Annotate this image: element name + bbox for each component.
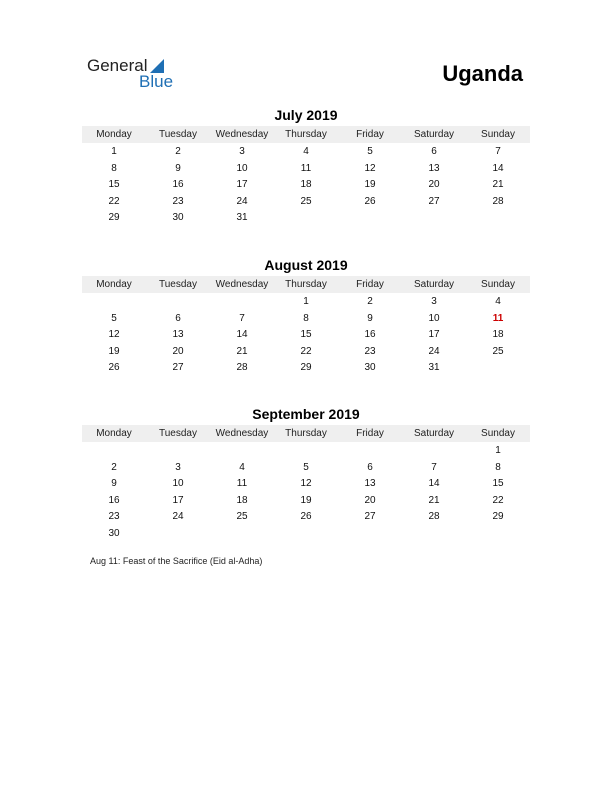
day-cell <box>274 525 338 542</box>
day-cell: 30 <box>364 362 376 374</box>
day-cell: 5 <box>367 146 373 157</box>
day-cell: 18 <box>300 179 312 191</box>
month-title: July 2019 <box>274 107 338 123</box>
day-cell: 24 <box>236 195 248 207</box>
day-cell: 15 <box>492 478 504 490</box>
holiday-day-cell: 11 <box>492 312 504 324</box>
day-cell: 28 <box>236 362 248 374</box>
day-cell: 16 <box>172 179 184 191</box>
day-cell: 16 <box>108 494 120 506</box>
day-cell: 23 <box>172 195 184 207</box>
day-cell: 20 <box>364 494 376 506</box>
week-row <box>82 492 530 509</box>
month-block <box>82 106 530 226</box>
weekday-label: Friday <box>356 279 384 290</box>
day-cell: 8 <box>303 312 309 324</box>
weekday-label: Wednesday <box>215 129 269 140</box>
week-row <box>82 209 530 226</box>
month-block <box>82 256 530 376</box>
day-cell: 9 <box>111 478 117 490</box>
day-cell: 27 <box>428 195 440 207</box>
week-row <box>82 310 530 327</box>
weekday-label: Thursday <box>285 279 327 290</box>
day-cell: 18 <box>492 329 504 341</box>
weekday-label: Thursday <box>285 129 327 140</box>
day-cell: 1 <box>111 146 117 157</box>
day-cell: 15 <box>300 329 312 341</box>
day-cell <box>146 293 210 310</box>
day-cell: 8 <box>495 461 501 473</box>
day-cell <box>466 359 530 376</box>
day-cell: 19 <box>364 179 376 191</box>
week-row <box>82 293 530 310</box>
generalblue-logo <box>87 56 187 92</box>
day-cell: 25 <box>236 511 248 523</box>
month-title: August 2019 <box>264 257 348 273</box>
day-cell: 9 <box>367 312 373 324</box>
day-cell: 29 <box>300 362 312 374</box>
day-cell <box>146 442 210 459</box>
day-cell: 28 <box>428 511 440 523</box>
day-cell: 4 <box>495 296 501 307</box>
day-cell <box>274 442 338 459</box>
day-cell: 31 <box>428 362 440 374</box>
weekday-label: Saturday <box>413 428 455 439</box>
week-row <box>82 525 530 542</box>
day-cell: 10 <box>428 312 440 324</box>
day-cell: 25 <box>492 345 504 357</box>
country-title: Uganda <box>442 61 523 86</box>
day-cell: 6 <box>367 461 373 473</box>
day-cell: 23 <box>108 511 120 523</box>
day-cell: 2 <box>175 146 181 157</box>
weekday-label: Saturday <box>413 279 455 290</box>
day-cell: 4 <box>303 146 309 157</box>
day-cell <box>466 209 530 226</box>
day-cell: 13 <box>172 329 184 341</box>
day-cell: 13 <box>364 478 376 490</box>
month-block <box>82 405 530 542</box>
week-row <box>82 193 530 210</box>
day-cell: 5 <box>303 461 309 473</box>
day-cell: 19 <box>300 494 312 506</box>
week-row <box>82 143 530 160</box>
day-cell: 15 <box>108 179 120 191</box>
day-cell: 6 <box>175 312 181 324</box>
day-cell <box>338 209 402 226</box>
weekday-label: Tuesday <box>159 428 197 439</box>
weekday-label: Sunday <box>481 428 515 439</box>
day-cell: 20 <box>428 179 440 191</box>
day-cell: 18 <box>236 494 248 506</box>
weekday-label: Sunday <box>481 279 515 290</box>
week-row <box>82 459 530 476</box>
day-cell <box>338 442 402 459</box>
day-cell: 27 <box>364 511 376 523</box>
day-cell: 3 <box>431 296 437 307</box>
day-cell: 1 <box>495 445 501 456</box>
weekday-label: Tuesday <box>159 129 197 140</box>
day-cell: 17 <box>236 179 248 191</box>
weekday-label: Monday <box>96 428 132 439</box>
week-row <box>82 475 530 492</box>
logo-triangle-icon <box>150 59 164 73</box>
day-cell <box>210 442 274 459</box>
day-cell <box>338 525 402 542</box>
week-row <box>82 176 530 193</box>
day-cell: 26 <box>108 362 120 374</box>
day-cell: 4 <box>239 461 245 473</box>
day-cell: 26 <box>364 195 376 207</box>
day-cell: 28 <box>492 195 504 207</box>
weekday-label: Wednesday <box>215 428 269 439</box>
day-cell: 5 <box>111 312 117 324</box>
holiday-notes <box>90 556 262 566</box>
day-cell: 8 <box>111 162 117 174</box>
day-cell: 2 <box>367 296 373 307</box>
day-cell <box>402 525 466 542</box>
day-cell: 7 <box>495 146 501 157</box>
day-cell: 7 <box>431 461 437 473</box>
day-cell: 21 <box>428 494 440 506</box>
day-cell: 14 <box>236 329 248 341</box>
day-cell <box>402 442 466 459</box>
day-cell <box>210 293 274 310</box>
logo-word-general: General <box>87 56 148 75</box>
weekday-header-row <box>82 425 530 442</box>
day-cell: 12 <box>364 162 376 174</box>
day-cell: 17 <box>172 494 184 506</box>
day-cell: 24 <box>428 345 440 357</box>
day-cell: 22 <box>300 345 312 357</box>
day-cell <box>82 442 146 459</box>
weekday-label: Friday <box>356 129 384 140</box>
week-row <box>82 343 530 360</box>
logo-word-blue: Blue <box>139 72 174 91</box>
week-row <box>82 326 530 343</box>
day-cell: 24 <box>172 511 184 523</box>
day-cell: 20 <box>172 345 184 357</box>
month-title: September 2019 <box>252 406 360 422</box>
day-cell: 17 <box>428 329 440 341</box>
weekday-label: Friday <box>356 428 384 439</box>
week-row <box>82 442 530 459</box>
day-cell: 27 <box>172 362 184 374</box>
day-cell: 2 <box>111 461 117 473</box>
day-cell: 3 <box>239 146 245 157</box>
day-cell: 3 <box>175 461 181 473</box>
day-cell: 21 <box>492 179 504 191</box>
day-cell: 12 <box>300 478 312 490</box>
day-cell: 10 <box>172 478 184 490</box>
weekday-label: Saturday <box>413 129 455 140</box>
week-row <box>82 160 530 177</box>
weekday-header-row <box>82 126 530 143</box>
day-cell: 29 <box>108 212 120 224</box>
day-cell: 14 <box>428 478 440 490</box>
day-cell: 31 <box>236 212 248 224</box>
day-cell: 29 <box>492 511 504 523</box>
week-row <box>82 359 530 376</box>
day-cell <box>82 293 146 310</box>
day-cell: 26 <box>300 511 312 523</box>
day-cell <box>466 525 530 542</box>
day-cell: 10 <box>236 162 248 174</box>
weekday-label: Monday <box>96 129 132 140</box>
day-cell: 13 <box>428 162 440 174</box>
weekday-label: Tuesday <box>159 279 197 290</box>
day-cell: 11 <box>236 478 248 490</box>
day-cell: 16 <box>364 329 376 341</box>
day-cell: 11 <box>300 162 312 174</box>
day-cell <box>146 525 210 542</box>
day-cell: 23 <box>364 345 376 357</box>
day-cell: 14 <box>492 162 504 174</box>
day-cell: 21 <box>236 345 248 357</box>
day-cell: 30 <box>108 527 120 539</box>
weekday-label: Sunday <box>481 129 515 140</box>
day-cell <box>274 209 338 226</box>
day-cell <box>402 209 466 226</box>
day-cell: 9 <box>175 162 181 174</box>
day-cell <box>210 525 274 542</box>
day-cell: 30 <box>172 212 184 224</box>
day-cell: 19 <box>108 345 120 357</box>
weekday-header-row <box>82 276 530 293</box>
day-cell: 6 <box>431 146 437 157</box>
day-cell: 25 <box>300 195 312 207</box>
holiday-note: Aug 11: Feast of the Sacrifice (Eid al-Adha) <box>90 556 263 566</box>
day-cell: 22 <box>492 494 504 506</box>
day-cell: 7 <box>239 312 245 324</box>
day-cell: 22 <box>108 195 120 207</box>
week-row <box>82 508 530 525</box>
weekday-label: Wednesday <box>215 279 269 290</box>
weekday-label: Thursday <box>285 428 327 439</box>
day-cell: 12 <box>108 329 120 341</box>
weekday-label: Monday <box>96 279 132 290</box>
day-cell: 1 <box>303 296 309 307</box>
